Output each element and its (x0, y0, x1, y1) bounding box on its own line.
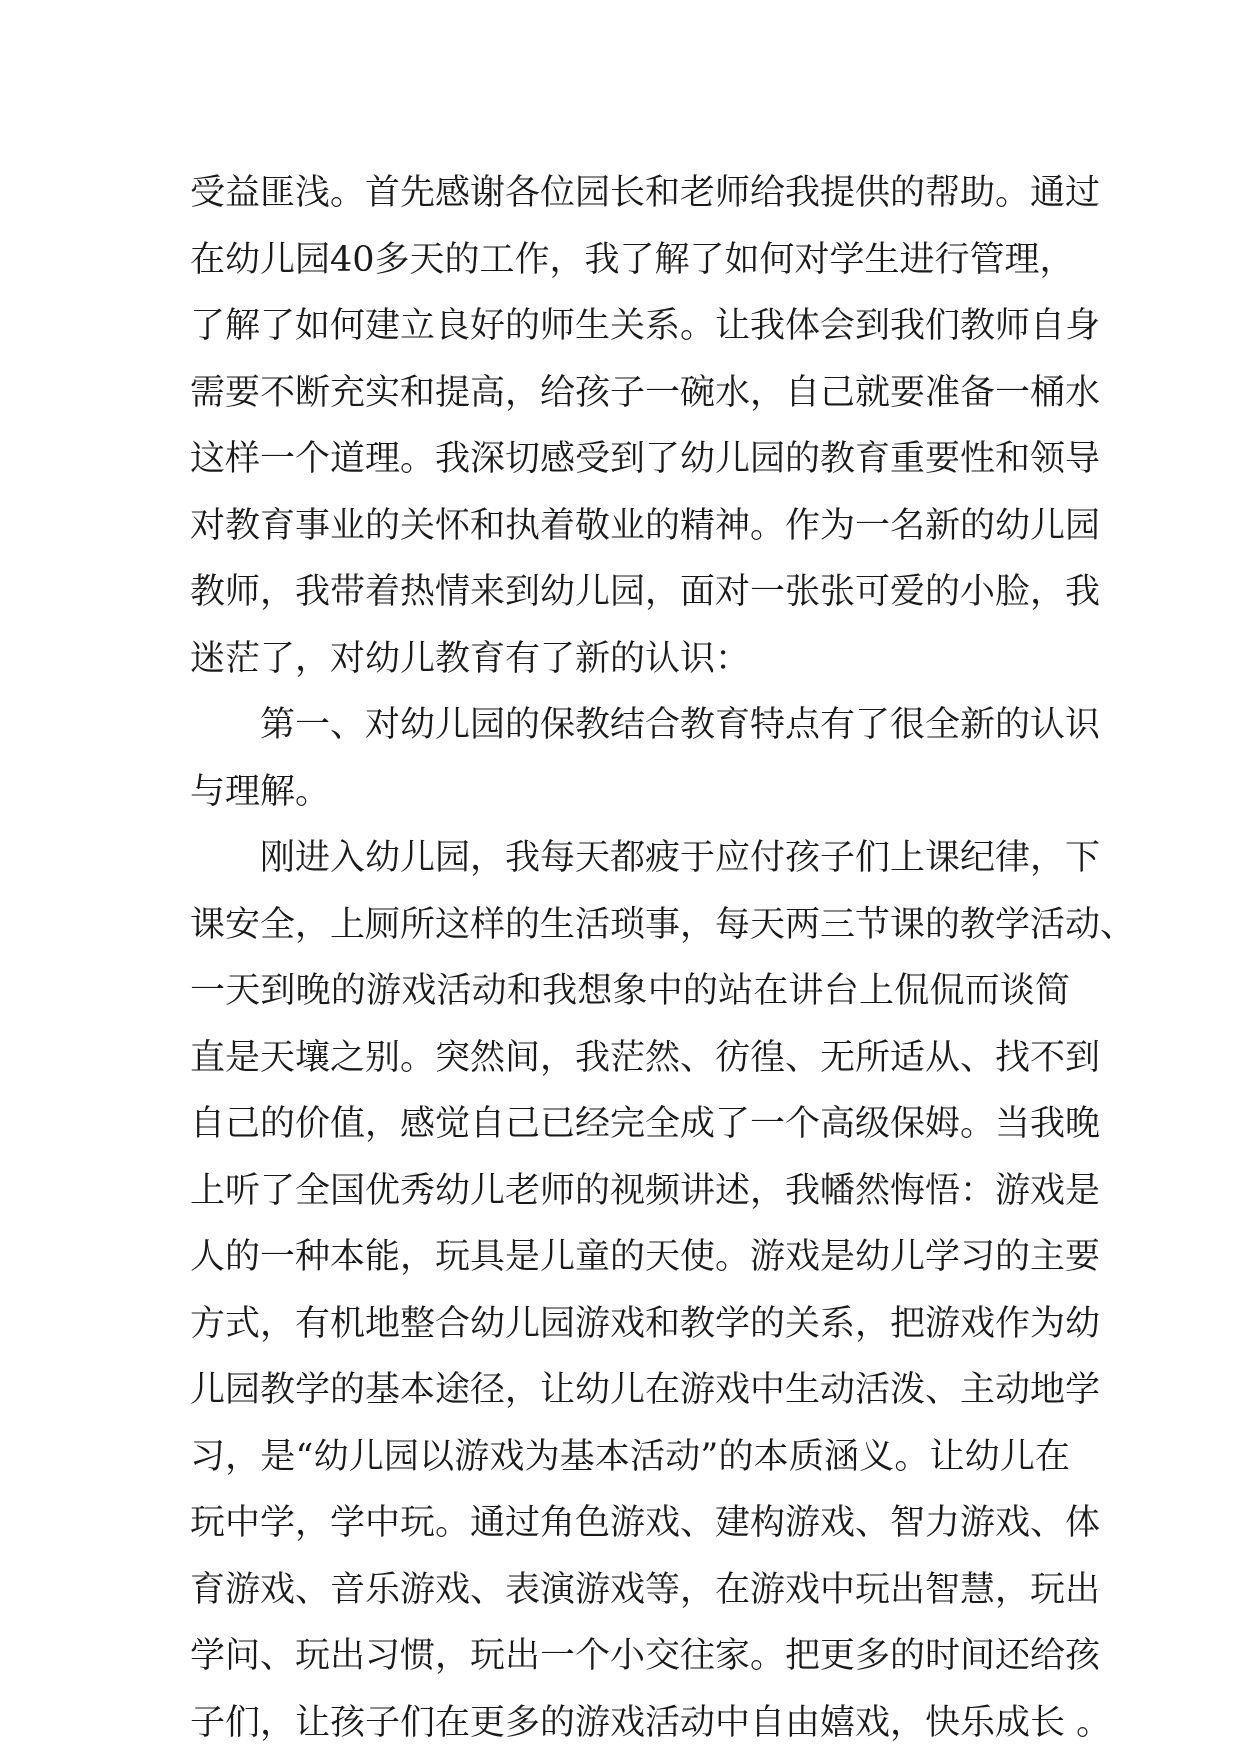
text-line: 课安全，上厕所这样的生活琐事，每天两三节课的教学活动、 (190, 892, 1070, 959)
text-line: 受益匪浅。首先感谢各位园长和老师给我提供的帮助。通过 (190, 160, 1070, 227)
text-line: 上听了全国优秀幼儿老师的视频讲述，我幡然悔悟：游戏是 (190, 1158, 1070, 1225)
text-line: 方式，有机地整合幼儿园游戏和教学的关系，把游戏作为幼 (190, 1291, 1070, 1358)
text-line: 自己的价值，感觉自己已经完全成了一个高级保姆。当我晚 (190, 1091, 1070, 1158)
text-line: 与理解。 (190, 759, 1070, 826)
text-line: 了解了如何建立良好的师生关系。让我体会到我们教师自身 (190, 293, 1070, 360)
text-line: 人的一种本能，玩具是儿童的天使。游戏是幼儿学习的主要 (190, 1224, 1070, 1291)
text-line: 教师，我带着热情来到幼儿园，面对一张张可爱的小脸，我 (190, 559, 1070, 626)
body-text (190, 160, 1070, 1756)
text-line: 学问、玩出习惯，玩出一个小交往家。把更多的时间还给孩 (190, 1623, 1070, 1690)
text-line: 儿园教学的基本途径，让幼儿在游戏中生动活泼、主动地学 (190, 1357, 1070, 1424)
paragraph-start: 刚进入幼儿园，我每天都疲于应付孩子们上课纪律，下 (190, 825, 1070, 892)
text-line: 一天到晚的游戏活动和我想象中的站在讲台上侃侃而谈简 (190, 958, 1070, 1025)
text-line: 子们，让孩子们在更多的游戏活动中自由嬉戏，快乐成长 。 (190, 1690, 1080, 1756)
text-line: 习，是“幼儿园以游戏为基本活动”的本质涵义。让幼儿在 (190, 1424, 1070, 1491)
text-line: 对教育事业的关怀和执着敬业的精神。作为一名新的幼儿园 (190, 493, 1070, 560)
text-line: 在幼儿园40多天的工作，我了解了如何对学生进行管理， (190, 227, 1070, 294)
text-line: 需要不断充实和提高，给孩子一碗水，自己就要准备一桶水 (190, 360, 1070, 427)
text-line: 玩中学，学中玩。通过角色游戏、建构游戏、智力游戏、体 (190, 1490, 1070, 1557)
text-line: 迷茫了，对幼儿教育有了新的认识： (190, 626, 1070, 693)
text-line: 这样一个道理。我深切感受到了幼儿园的教育重要性和领导 (190, 426, 1070, 493)
text-line: 直是天壤之别。突然间，我茫然、彷徨、无所适从、找不到 (190, 1025, 1070, 1092)
text-line: 育游戏、音乐游戏、表演游戏等，在游戏中玩出智慧，玩出 (190, 1557, 1070, 1624)
paragraph-heading: 第一、对幼儿园的保教结合教育特点有了很全新的认识 (190, 692, 1070, 759)
